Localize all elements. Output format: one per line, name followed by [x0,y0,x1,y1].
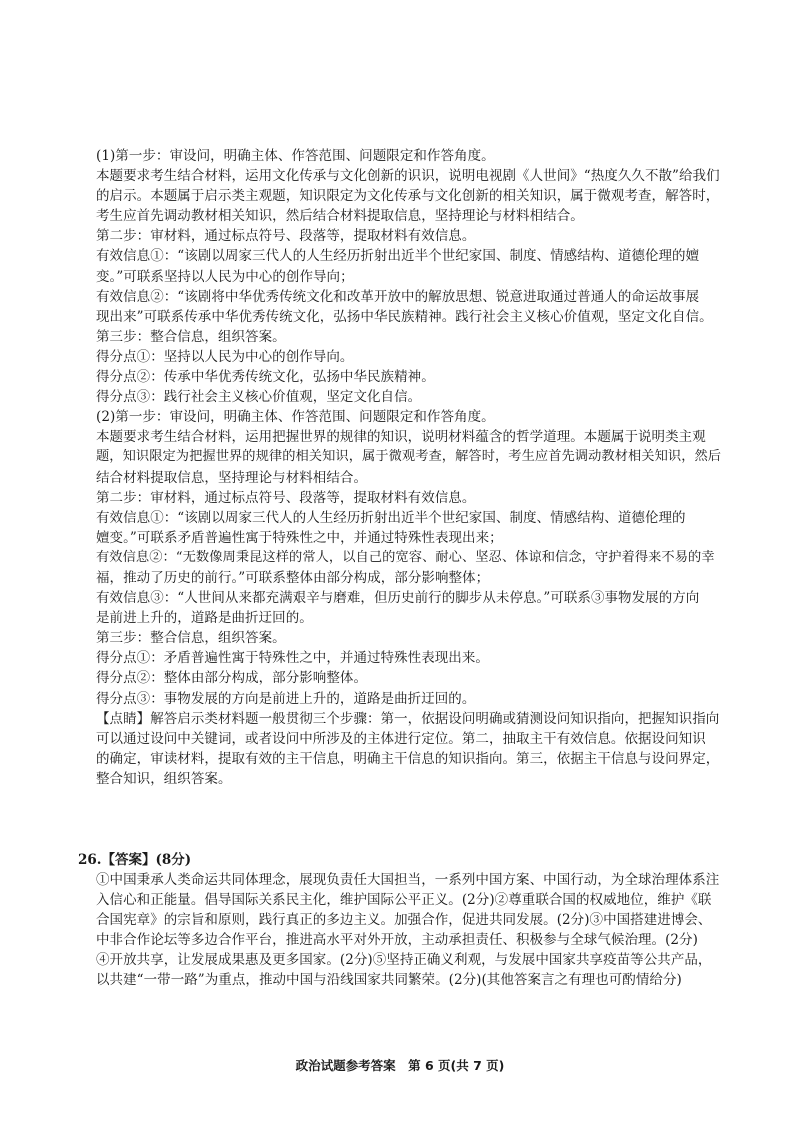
text-line: ①中国秉承人类命运共同体理念，展现负责任大国担当，一系列中国方案、中国行动，为全球治理体系注 [96,872,720,888]
text-line: 福，推动了历史的前行。”可联系整体由部分构成，部分影响整体； [96,569,490,586]
page-footer: 政治试题参考答案 第 6 页(共 7 页) [295,1058,505,1073]
text-line: 结合材料提取信息，坚持理论与材料相结合。 [96,469,367,486]
text-line: 合国宪章》的宗旨和原则，践行真正的多边主义。加强合作，促进共同发展。(2分)③中国搭建进博会、 [96,912,712,929]
text-line: 中非合作论坛等多边合作平台，推进高水平对外开放，主动承担责任、积极参与全球气候治理。(2分) [96,932,698,949]
text-line: 以共建“一带一路”为重点，推动中国与沿线国家共同繁荣。(2分)(其他答案言之有理也可酌情给分) [96,972,682,989]
text-line: 得分点③：事物发展的方向是前进上升的，道路是曲折迂回的。 [96,690,476,707]
analysis-section [96,146,724,789]
text-line: (2)第一步：审设问，明确主体、作答范围、问题限定和作答角度。 [96,409,495,426]
text-line: 可以通过设问中关键词，或者设问中所涉及的主体进行定位。第二，抽取主干有效信息。依据设问知识 [96,730,706,747]
text-line: 本题要求考生结合材料，运用把握世界的规律的知识，说明材料蕴含的哲学道理。本题属于说明类主观 [96,429,706,446]
text-line: 题，知识限定为把握世界的规律的相关知识，属于微观考查，解答时，考生应首先调动教材相关知识，然后 [96,449,722,465]
text-line: 第二步：审材料，通过标点符号、段落等，提取材料有效信息。 [96,489,476,506]
text-line: 第三步：整合信息，组织答案。 [96,630,286,647]
text-line: 第三步：整合信息，组织答案。 [96,328,286,345]
text-line: 本题要求考生结合材料，运用文化传承与文化创新的识识，说明电视剧《人世间》“热度久久不散”给我们 [96,168,720,185]
text-line: 的确定，审读材料，提取有效的主干信息，明确主干信息的知识指向。第三，依据主干信息与设问界定， [96,750,720,767]
question-26-header [78,850,191,870]
text-line: 现出来”可联系传承中华优秀传统文化，弘扬中华民族精神。践行社会主义核心价值观，坚定文化自信。 [96,308,713,325]
text-line: 考生应首先调动教材相关知识，然后结合材料提取信息，坚持理论与材料相结合。 [96,208,584,225]
text-line: 变。”可联系坚持以人民为中心的创作导向； [96,268,354,285]
text-line: 【点睛】解答启示类材料题一般贯彻三个步骤：第一，依据设问明确或猜测设问知识指向，把握知识指向 [96,710,720,727]
text-line: ④开放共享，让发展成果惠及更多国家。(2分)⑤坚持正确义利观，与发展中国家共享疫苗等公共产品， [96,952,712,969]
question-26-answer [96,870,724,991]
text-line: 嬗变。”可联系矛盾普遍性寓于特殊性之中，并通过特殊性表现出来； [96,529,503,546]
question-26-label: 26.【答案】(8分) [78,852,192,868]
text-line: 得分点②：整体由部分构成，部分影响整体。 [96,670,367,687]
text-line: 的启示。本题属于启示类主观题，知识限定为文化传承与文化创新的相关知识，属于微观考查，解答时， [96,188,720,205]
text-line: 有效信息①：“该剧以周家三代人的人生经历折射出近半个世纪家国、制度、情感结构、道德伦理的嬗 [96,248,700,265]
text-line: (1)第一步：审设问，明确主体、作答范围、问题限定和作答角度。 [96,148,495,164]
text-line: 整合知识，组织答案。 [96,770,232,787]
text-line: 得分点①：矛盾普遍性寓于特殊性之中，并通过特殊性表现出来。 [96,650,489,667]
text-line: 得分点①：坚持以人民为中心的创作导向。 [96,348,354,365]
text-line: 入信心和正能量。倡导国际关系民主化，维护国际公平正义。(2分)②尊重联合国的权威地位，维护《联 [96,892,712,909]
text-line: 得分点②：传承中华优秀传统文化，弘扬中华民族精神。 [96,369,435,386]
text-line: 得分点③：践行社会主义核心价值观，坚定文化自信。 [96,389,422,406]
text-line: 有效信息②：“无数像周秉昆这样的常人，以自己的宽容、耐心、坚忍、体谅和信念，守护着得来不易的幸 [96,549,715,565]
text-line: 有效信息①：“该剧以周家三代人的人生经历折射出近半个世纪家国、制度、情感结构、道德伦理的 [96,509,686,526]
text-line: 是前进上升的，道路是曲折迂回的。 [96,610,313,627]
text-line: 有效信息②：“该剧将中华优秀传统文化和改革开放中的解放思想、锐意进取通过普通人的命运故事展 [96,288,700,305]
text-line: 有效信息③：“人世间从来都充满艰辛与磨难，但历史前行的脚步从未停息。”可联系③事物发展的方向 [96,590,700,607]
text-line: 第二步：审材料，通过标点符号、段落等，提取材料有效信息。 [96,228,476,245]
